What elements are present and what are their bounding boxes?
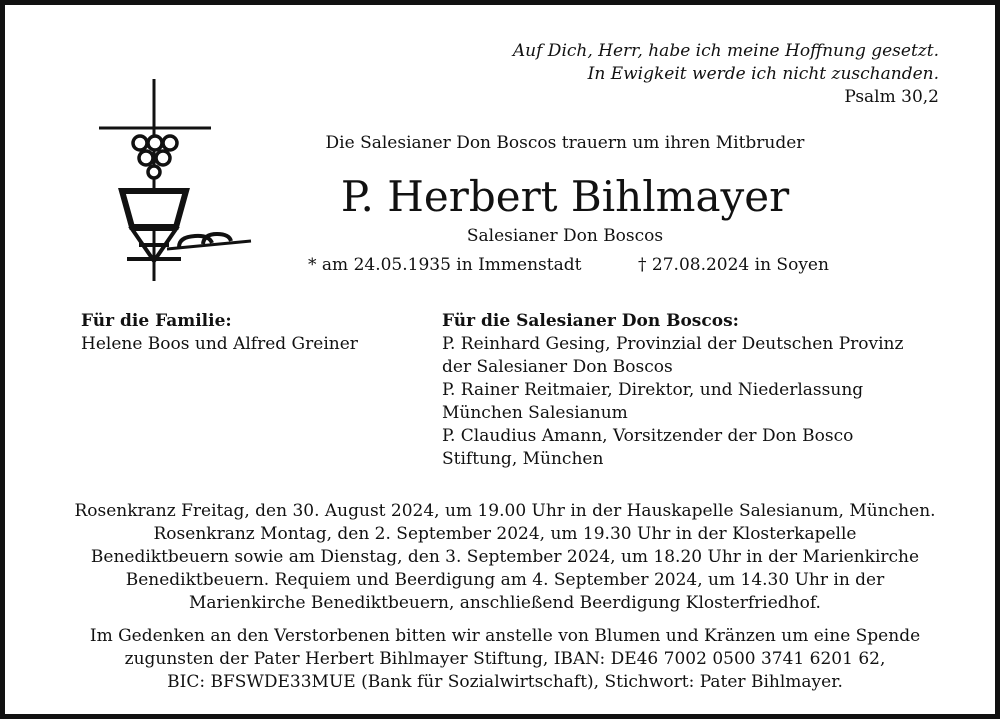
cross-chalice-icon (97, 79, 253, 281)
family-heading: Für die Familie: (81, 311, 232, 331)
donation-line: zugunsten der Pater Herbert Bihlmayer Stiftung, IBAN: DE46 7002 0500 3741 6201 62, (124, 649, 886, 669)
order-line: P. Claudius Amann, Vorsitzender der Don Bosco (442, 426, 854, 446)
family-names: Helene Boos und Alfred Greiner (81, 334, 358, 354)
order-line: P. Reinhard Gesing, Provinzial der Deutschen Provinz (442, 334, 904, 354)
death-date: † 27.08.2024 in Soyen (638, 255, 829, 275)
donation-request (45, 625, 965, 694)
deceased-name: P. Herbert Bihlmayer (340, 172, 790, 221)
psalm-line: Auf Dich, Herr, habe ich meine Hoffnung gesetzt. (512, 41, 939, 61)
order-line: P. Rainer Reitmaier, Direktor, und Niederlassung (442, 380, 864, 400)
donation-line: Im Gedenken an den Verstorbenen bitten wir anstelle von Blumen und Kränzen um eine Spende (89, 626, 921, 646)
order-heading: Für die Salesianer Don Boscos: (442, 311, 739, 331)
deceased-subtitle: Salesianer Don Boscos (466, 226, 664, 246)
order-line: der Salesianer Don Boscos (442, 357, 673, 377)
order-signatories (442, 310, 903, 471)
service-line: Benediktbeuern. Requiem und Beerdigung am 4. September 2024, um 14.30 Uhr in der (125, 570, 885, 590)
donation-line: BIC: BFSWDE33MUE (Bank für Sozialwirtschaft), Stichwort: Pater Bihlmayer. (167, 672, 843, 692)
psalm-line: In Ewigkeit werde ich nicht zuschanden. (587, 64, 939, 84)
psalm-quote (513, 40, 939, 109)
order-line: München Salesianum (442, 403, 628, 423)
family-signatories (81, 310, 358, 356)
order-line: Stiftung, München (442, 449, 604, 469)
service-schedule (45, 500, 965, 615)
service-line: Marienkirche Benediktbeuern, anschließend Beerdigung Klosterfriedhof. (189, 593, 821, 613)
intro-text: Die Salesianer Don Boscos trauern um ihren Mitbruder (325, 133, 805, 153)
service-line: Rosenkranz Montag, den 2. September 2024, um 19.30 Uhr in der Klosterkapelle (153, 524, 857, 544)
psalm-reference: Psalm 30,2 (844, 87, 939, 107)
service-line: Benediktbeuern sowie am Dienstag, den 3. September 2024, um 18.20 Uhr in der Marienkirche (90, 547, 920, 567)
birth-date: * am 24.05.1935 in Immenstadt (308, 255, 582, 275)
service-line: Rosenkranz Freitag, den 30. August 2024, um 19.00 Uhr in der Hauskapelle Salesianum, München. (74, 501, 936, 521)
